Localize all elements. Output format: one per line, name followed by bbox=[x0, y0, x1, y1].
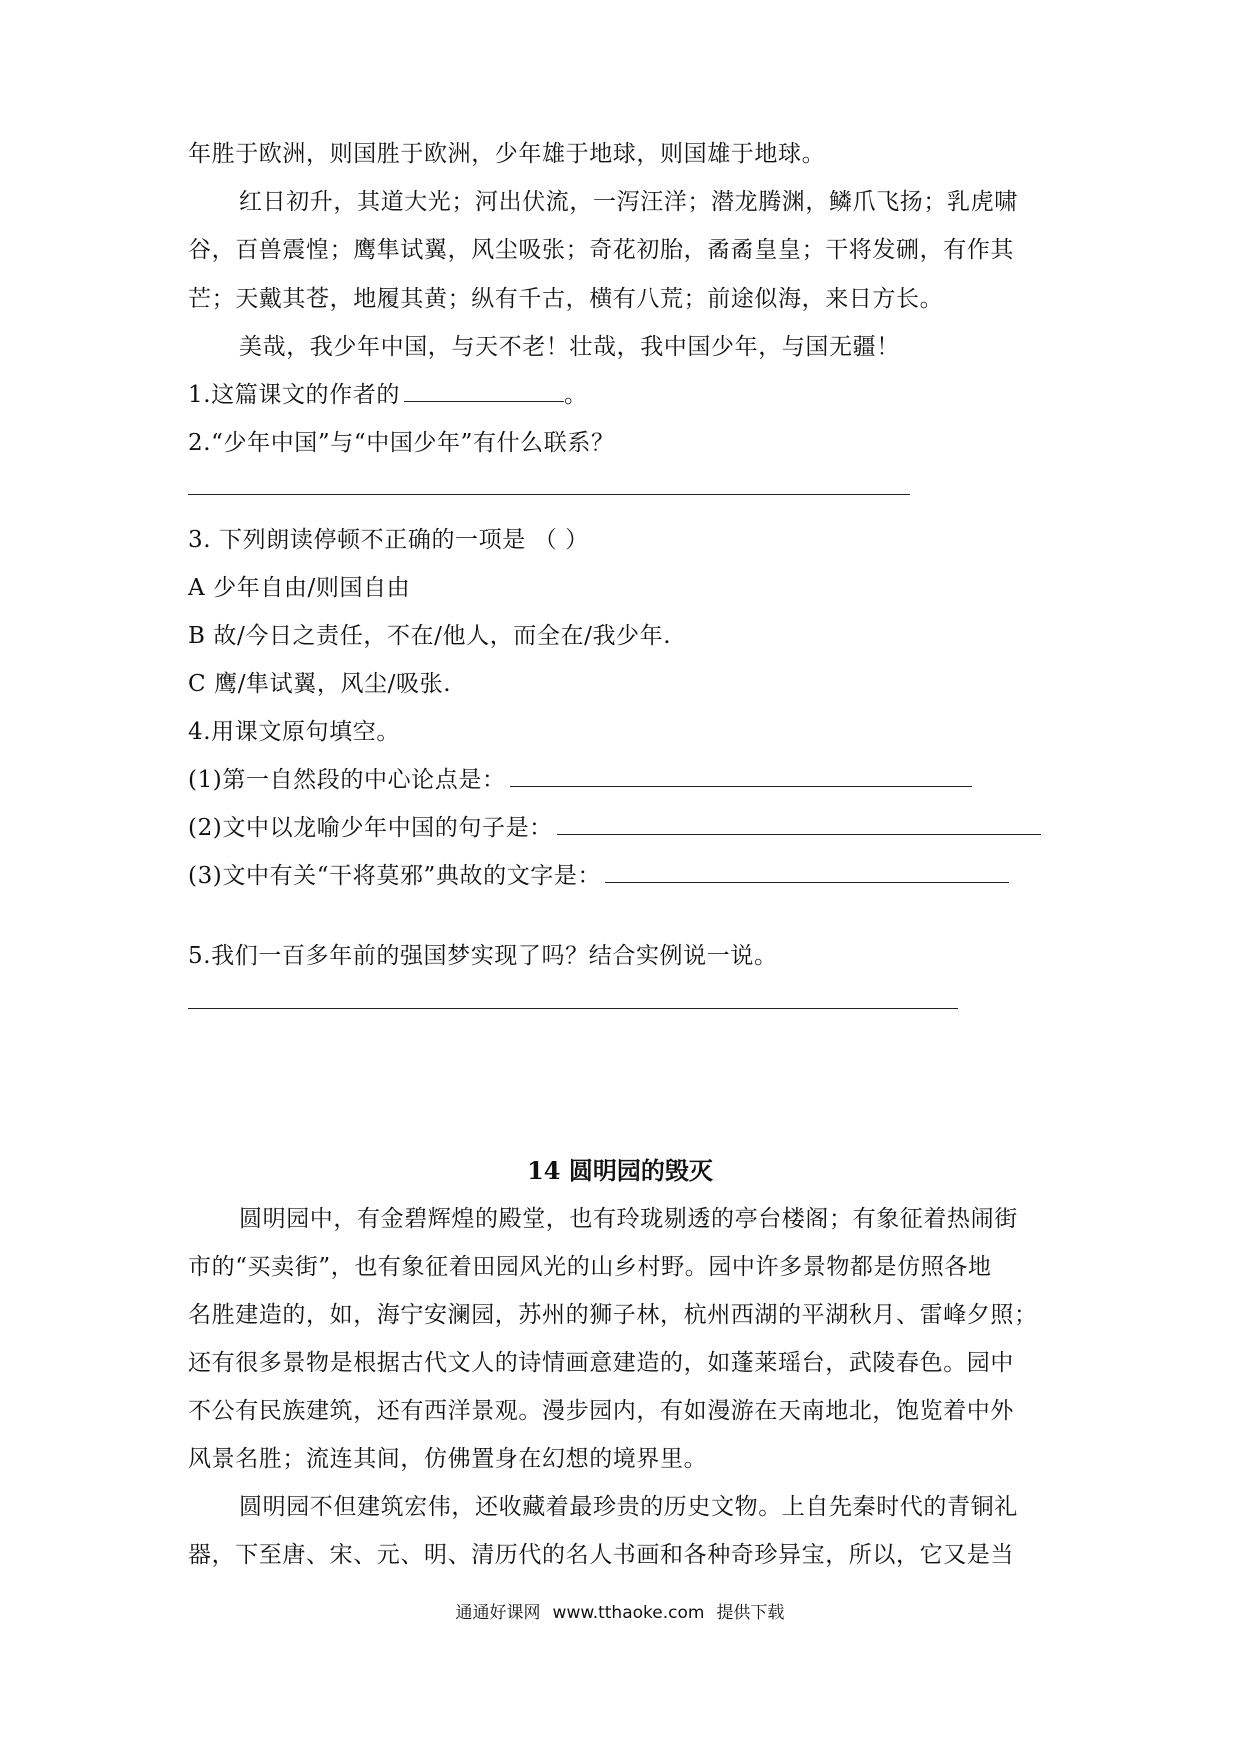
footer-url[interactable]: www.tthaoke.com bbox=[552, 1603, 705, 1623]
option-a: A 少年自由/则国自由 bbox=[188, 575, 411, 601]
option-b: B 故/今日之责任，不在/他人，而全在/我少年. bbox=[188, 623, 672, 649]
answer-blank[interactable] bbox=[557, 812, 1041, 835]
answer-blank[interactable] bbox=[605, 860, 1009, 883]
passage-line: 市的“买卖街”，也有象征着田园风光的山乡村野。园中许多景物都是仿照各地 bbox=[188, 1254, 992, 1280]
passage-line: 风景名胜；流连其间，仿佛置身在幻想的境界里。 bbox=[188, 1446, 708, 1472]
answer-line[interactable] bbox=[188, 494, 910, 495]
page-footer bbox=[0, 1601, 1240, 1625]
passage-line: 名胜建造的，如，海宁安澜园，苏州的狮子林，杭州西湖的平湖秋月、雷峰夕照； bbox=[188, 1302, 1038, 1328]
passage-line: 器，下至唐、宋、元、明、清历代的名人书画和各种奇珍异宝，所以，它又是当 bbox=[188, 1542, 1014, 1568]
question-4-1 bbox=[188, 764, 972, 796]
question-3: 3. 下列朗读停顿不正确的一项是 （ ） bbox=[188, 527, 589, 553]
question-5: 5.我们一百多年前的强国梦实现了吗？结合实例说一说。 bbox=[188, 943, 778, 969]
passage-line: 还有很多景物是根据古代文人的诗情画意建造的，如蓬莱瑶台，武陵春色。园中 bbox=[188, 1350, 1014, 1376]
passage-line: 不公有民族建筑，还有西洋景观。漫步园内，有如漫游在天南地北，饱览着中外 bbox=[188, 1398, 1014, 1424]
answer-line[interactable] bbox=[188, 1008, 958, 1009]
question-1 bbox=[188, 379, 588, 411]
passage-line: 美哉，我少年中国，与天不老！壮哉，我中国少年，与国无疆！ bbox=[239, 334, 900, 360]
question-4-3 bbox=[188, 860, 1009, 892]
question-4-3-text: (3)文中有关“干将莫邪”典故的文字是： bbox=[188, 863, 602, 889]
passage-line: 芒；天戴其苍，地履其黄；纵有千古，横有八荒；前途似海，来日方长。 bbox=[188, 286, 944, 312]
question-4: 4.用课文原句填空。 bbox=[188, 719, 400, 745]
footer-suffix: 提供下载 bbox=[716, 1603, 785, 1623]
passage-line: 谷，百兽震惶；鹰隼试翼，风尘吸张；奇花初胎，矞矞皇皇；干将发硎，有作其 bbox=[188, 237, 1014, 263]
section-title: 14 圆明园的毁灭 bbox=[527, 1156, 713, 1185]
question-4-2-text: (2)文中以龙喻少年中国的句子是： bbox=[188, 815, 553, 841]
answer-blank[interactable] bbox=[404, 379, 564, 402]
question-4-1-text: (1)第一自然段的中心论点是： bbox=[188, 767, 506, 793]
passage-line: 年胜于欧洲，则国胜于欧洲，少年雄于地球，则国雄于地球。 bbox=[188, 141, 826, 167]
option-c: C 鹰/隼试翼，风尘/吸张. bbox=[188, 671, 452, 697]
question-1-text: 1.这篇课文的作者的 bbox=[188, 382, 400, 408]
question-1-end: 。 bbox=[563, 382, 588, 408]
question-4-2 bbox=[188, 812, 1041, 844]
footer-site-name: 通通好课网 bbox=[455, 1603, 541, 1623]
passage-line: 圆明园中，有金碧辉煌的殿堂，也有玲珑剔透的亭台楼阁；有象征着热闹街 bbox=[239, 1206, 1018, 1232]
passage-line: 圆明园不但建筑宏伟，还收藏着最珍贵的历史文物。上自先秦时代的青铜礼 bbox=[239, 1494, 1018, 1520]
answer-blank[interactable] bbox=[510, 764, 972, 787]
question-2: 2.“少年中国”与“中国少年”有什么联系？ bbox=[188, 430, 615, 456]
passage-line: 红日初升，其道大光；河出伏流，一泻汪洋；潜龙腾渊，鳞爪飞扬；乳虎啸 bbox=[239, 189, 1018, 215]
